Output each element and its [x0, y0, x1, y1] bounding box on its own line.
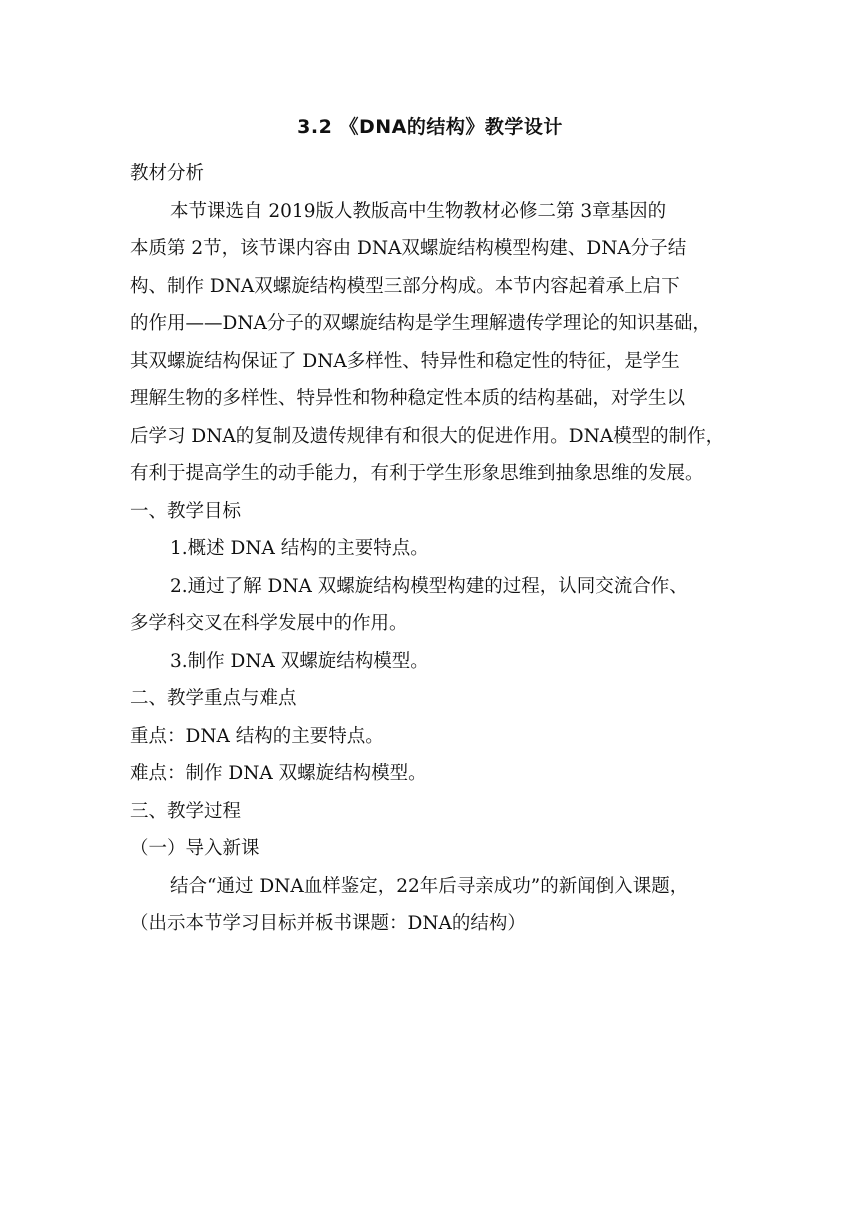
document-title: 3.2 《DNA的结构》教学设计: [297, 116, 563, 138]
difficulty-text: 难点：制作 DNA 双螺旋结构模型。: [130, 763, 427, 784]
paragraph-line: 有利于提高学生的动手能力，有利于学生形象思维到抽象思维的发展。: [130, 463, 704, 484]
paragraph-line: 后学习 DNA的复制及遗传规律有和很大的促进作用。DNA模型的制作，: [130, 425, 725, 447]
goal-item-3: 3.制作 DNA 双螺旋结构模型。: [170, 650, 429, 672]
section-heading-goals: 一、教学目标: [130, 500, 242, 522]
goal-item-2: 2.通过了解 DNA 双螺旋结构模型构建的过程，认同交流合作、: [170, 575, 688, 597]
section-heading-keypoints: 二、教学重点与难点: [130, 688, 297, 709]
paragraph-line: 本质第 2节，该节课内容由 DNA双螺旋结构模型构建、DNA分子结: [130, 238, 687, 259]
intro-paragraph-line: 结合“通过 DNA血样鉴定，22年后寻亲成功”的新闻倒入课题，: [170, 875, 689, 897]
subsection-heading-intro: （一）导入新课: [130, 838, 260, 859]
goal-item-2-continued: 多学科交叉在科学发展中的作用。: [130, 613, 408, 634]
paragraph-line: 的作用——DNA分子的双螺旋结构是学生理解遗传学理论的知识基础，: [130, 313, 711, 334]
document-body: [130, 155, 745, 943]
intro-paragraph-line: （出示本节学习目标并板书课题：DNA的结构）: [130, 913, 526, 934]
paragraph-line: 本节课选自 2019版人教版高中生物教材必修二第 3章基因的: [170, 200, 667, 222]
keypoint-text: 重点：DNA 结构的主要特点。: [130, 725, 384, 747]
paragraph-line: 构、制作 DNA双螺旋结构模型三部分构成。本节内容起着承上启下: [130, 275, 680, 297]
goal-item-1: 1.概述 DNA 结构的主要特点。: [170, 538, 429, 559]
section-heading-material: 教材分析: [130, 163, 205, 184]
paragraph-line: 理解生物的多样性、特异性和物种稳定性本质的结构基础，对学生以: [130, 388, 686, 409]
section-heading-process: 三、教学过程: [130, 800, 242, 822]
paragraph-line: 其双螺旋结构保证了 DNA多样性、特异性和稳定性的特征，是学生: [130, 350, 680, 372]
